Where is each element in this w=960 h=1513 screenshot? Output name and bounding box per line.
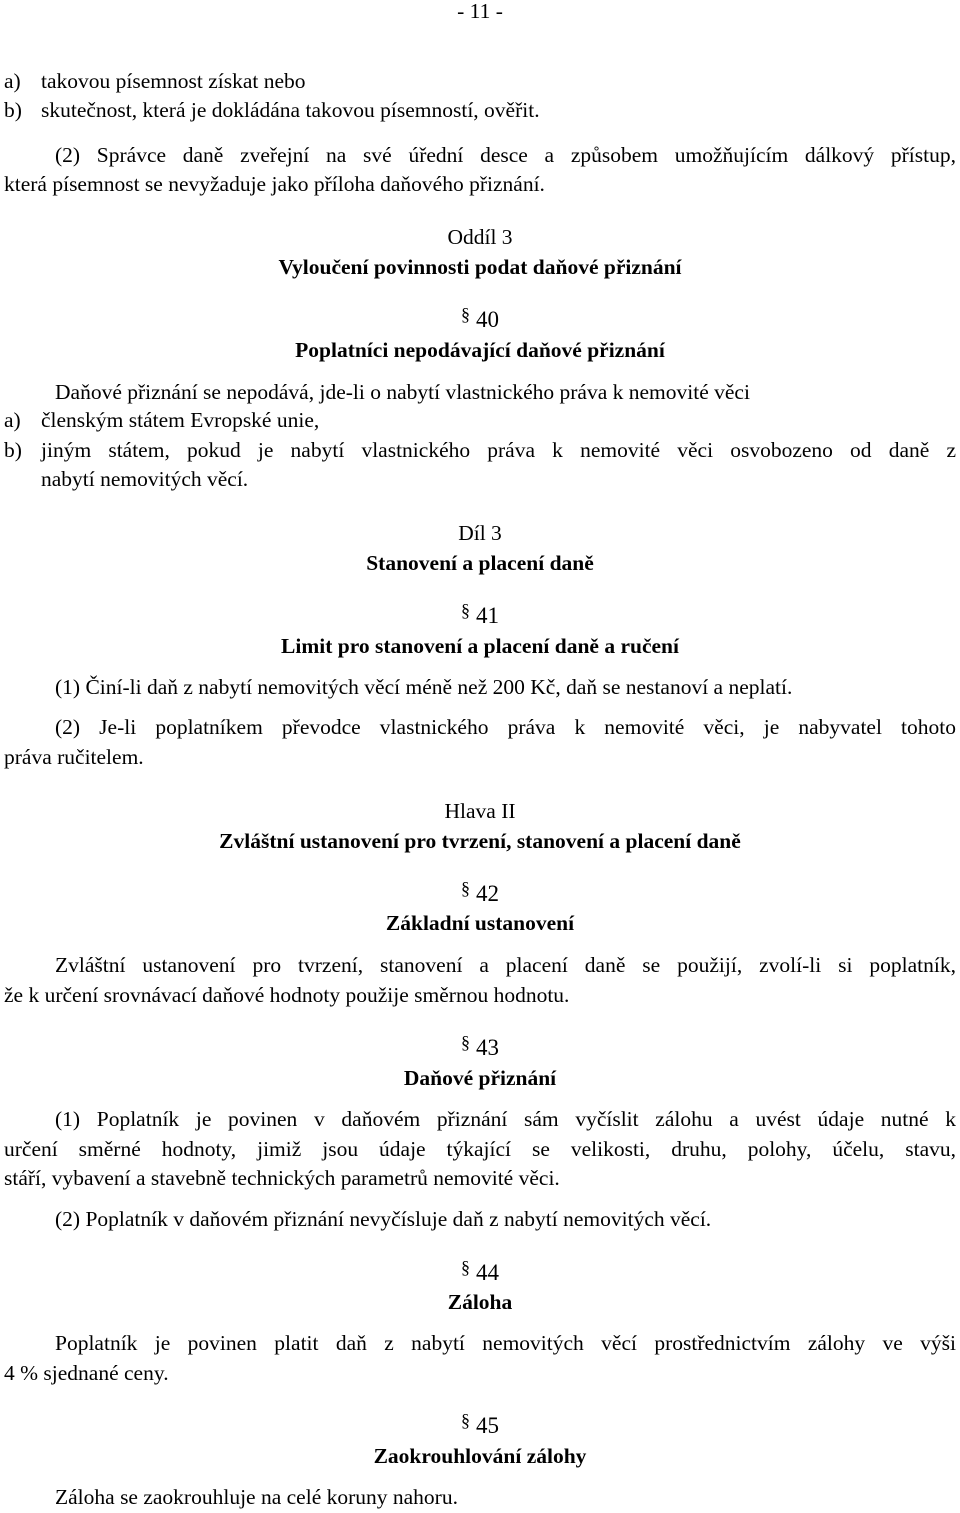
- section-45-number: [0, 1411, 960, 1442]
- section-44-line-1: Poplatník je povinen platit daň z nabytí nemovitých věcí prostřednictvím zálohy ve výši: [55, 1331, 956, 1355]
- section-number: 42: [476, 881, 499, 906]
- section-40-item-b-mark: b): [4, 438, 22, 462]
- section-42-number: [0, 879, 960, 910]
- list-item-b-mark: b): [4, 98, 22, 122]
- section-sign-icon: §: [461, 600, 470, 620]
- list-item-b-text: skutečnost, která je dokládána takovou písemností, ověřit.: [41, 98, 540, 122]
- section-40-item-a-text: členským státem Evropské unie,: [41, 408, 320, 432]
- section-41-paragraph-1: (1) Činí-li daň z nabytí nemovitých věcí méně než 200 Kč, daň se nestanoví a neplatí.: [55, 675, 793, 699]
- section-42-line-1: Zvláštní ustanovení pro tvrzení, stanovení a placení daně se použijí, zvolí-li si poplatník,: [55, 953, 956, 977]
- oddil-heading: Oddíl 3: [447, 225, 513, 249]
- section-43-number: [0, 1033, 960, 1064]
- section-43-title: Daňové přiznání: [403, 1066, 557, 1090]
- section-number: 40: [476, 307, 499, 332]
- page-number: - 11 -: [457, 0, 503, 23]
- section-41-number: [0, 601, 960, 632]
- section-number: 45: [476, 1413, 499, 1438]
- section-41-paragraph-2-line-2: práva ručitelem.: [4, 745, 144, 769]
- hlava-heading: Hlava II: [444, 799, 516, 823]
- list-item-a-mark: a): [4, 69, 21, 93]
- section-44-number: [0, 1258, 960, 1289]
- section-45-title: Zaokrouhlování zálohy: [373, 1444, 587, 1468]
- section-40-title: Poplatníci nepodávající daňové přiznání: [295, 338, 665, 362]
- hlava-title: Zvláštní ustanovení pro tvrzení, stanovení a placení daně: [219, 829, 741, 853]
- dil-title: Stanovení a placení daně: [366, 551, 594, 575]
- section-40-number: [0, 305, 960, 336]
- oddil-title: Vyloučení povinnosti podat daňové přiznání: [278, 255, 682, 279]
- paragraph-2-line-2: která písemnost se nevyžaduje jako příloha daňového přiznání.: [4, 172, 545, 196]
- section-41-title: Limit pro stanovení a placení daně a ručení: [281, 634, 679, 658]
- section-sign-icon: §: [461, 878, 470, 898]
- section-sign-icon: §: [461, 1410, 470, 1430]
- section-41-paragraph-2-line-1: (2) Je-li poplatníkem převodce vlastnického práva k nemovité věci, je nabyvatel tohoto: [55, 715, 956, 739]
- section-40-item-a-mark: a): [4, 408, 21, 432]
- section-number: 44: [476, 1260, 499, 1285]
- section-number: 41: [476, 603, 499, 628]
- section-sign-icon: §: [461, 1032, 470, 1052]
- section-40-item-b-line-1: jiným státem, pokud je nabytí vlastnického práva k nemovité věci osvobozeno od daně z: [41, 438, 956, 462]
- section-45-line-1: Záloha se zaokrouhluje na celé koruny nahoru.: [55, 1485, 458, 1509]
- section-43-paragraph-1-line-1: (1) Poplatník je povinen v daňovém přiznání sám vyčíslit zálohu a uvést údaje nutné k: [55, 1107, 956, 1131]
- list-item-a-text: takovou písemnost získat nebo: [41, 69, 306, 93]
- section-sign-icon: §: [461, 1257, 470, 1277]
- section-40-item-b-line-2: nabytí nemovitých věcí.: [41, 467, 249, 491]
- section-44-title: Záloha: [447, 1290, 513, 1314]
- section-44-line-2: 4 % sjednané ceny.: [4, 1361, 169, 1385]
- section-number: 43: [476, 1035, 499, 1060]
- dil-heading: Díl 3: [458, 521, 502, 545]
- section-43-paragraph-1-line-2: určení směrné hodnoty, jimiž jsou údaje týkající se velikosti, druhu, polohy, účelu, stavu,: [4, 1137, 956, 1161]
- section-40-lead: Daňové přiznání se nepodává, jde-li o nabytí vlastnického práva k nemovité věci: [55, 380, 750, 404]
- paragraph-2-line-1: (2) Správce daně zveřejní na své úřední desce a způsobem umožňujícím dálkový přístup,: [55, 143, 956, 167]
- section-42-title: Základní ustanovení: [385, 911, 575, 935]
- section-43-paragraph-2: (2) Poplatník v daňovém přiznání nevyčísluje daň z nabytí nemovitých věcí.: [55, 1207, 712, 1231]
- section-43-paragraph-1-line-3: stáří, vybavení a stavebně technických parametrů nemovité věci.: [4, 1166, 560, 1190]
- section-42-line-2: že k určení srovnávací daňové hodnoty použije směrnou hodnotu.: [4, 983, 570, 1007]
- section-sign-icon: §: [461, 304, 470, 324]
